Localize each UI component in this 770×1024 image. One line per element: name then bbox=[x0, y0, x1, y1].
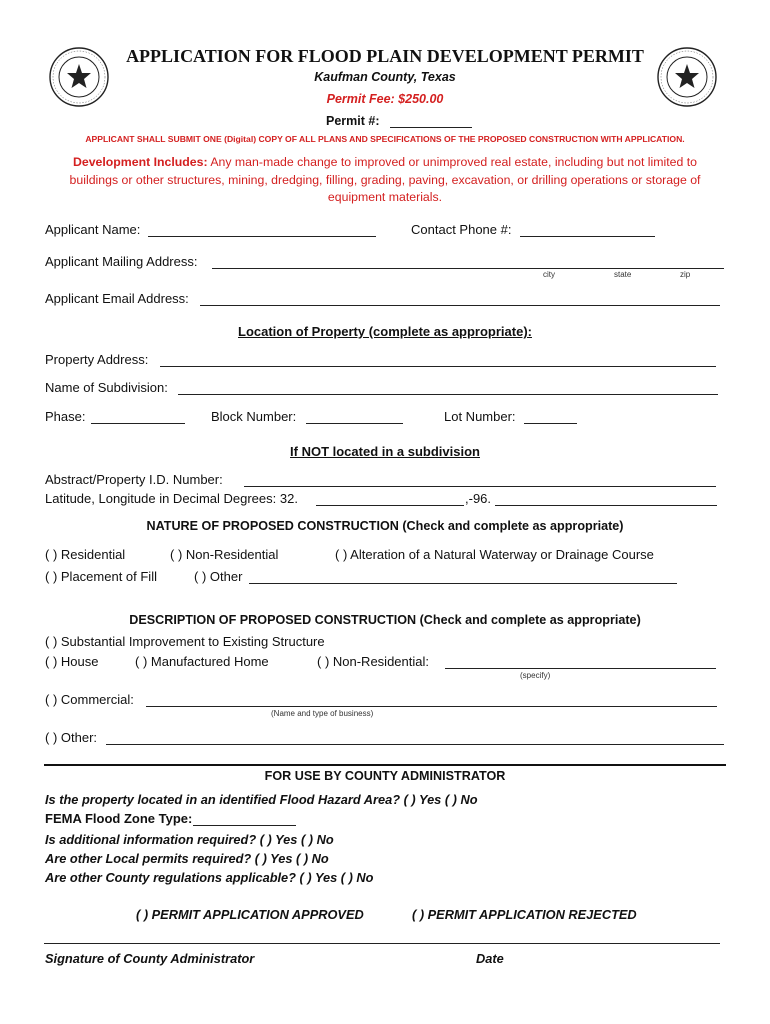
permit-number-field[interactable] bbox=[390, 127, 472, 128]
fill-option[interactable]: ( ) Placement of Fill bbox=[45, 569, 157, 584]
email-field[interactable] bbox=[200, 305, 720, 306]
lot-number-label: Lot Number: bbox=[444, 409, 516, 424]
approved-option[interactable]: ( ) PERMIT APPLICATION APPROVED bbox=[136, 907, 364, 922]
nonresidential-option[interactable]: ( ) Non-Residential bbox=[170, 547, 279, 562]
contact-phone-label: Contact Phone #: bbox=[411, 222, 512, 237]
flood-hazard-question[interactable]: Is the property located in an identified Flood Hazard Area? ( ) Yes ( ) No bbox=[45, 792, 478, 807]
page-title: APPLICATION FOR FLOOD PLAIN DEVELOPMENT PERMIT bbox=[126, 46, 644, 66]
mailing-address-label: Applicant Mailing Address: bbox=[45, 254, 198, 269]
nonres-option[interactable]: ( ) Non-Residential: bbox=[317, 654, 429, 669]
rejected-option[interactable]: ( ) PERMIT APPLICATION REJECTED bbox=[412, 907, 637, 922]
county-name: Kaufman County, Texas bbox=[314, 70, 456, 84]
contact-phone-field[interactable] bbox=[520, 236, 655, 237]
zip-caption: zip bbox=[680, 270, 691, 279]
nonres-specify-field[interactable] bbox=[445, 668, 716, 669]
latlong-label: Latitude, Longitude in Decimal Degrees: 32. bbox=[45, 491, 298, 506]
abstract-field[interactable] bbox=[244, 486, 716, 487]
manufactured-option[interactable]: ( ) Manufactured Home bbox=[135, 654, 269, 669]
property-address-field[interactable] bbox=[160, 366, 716, 367]
county-regulations-question[interactable]: Are other County regulations applicable? ( ) Yes ( ) No bbox=[45, 870, 374, 885]
development-line-3: equipment materials. bbox=[327, 190, 443, 204]
other-nature-field[interactable] bbox=[249, 583, 677, 584]
fema-zone-label: FEMA Flood Zone Type: bbox=[45, 811, 193, 826]
subdivision-field[interactable] bbox=[178, 394, 718, 395]
local-permits-question[interactable]: Are other Local permits required? ( ) Yes ( ) No bbox=[45, 851, 329, 866]
commercial-field[interactable] bbox=[146, 706, 717, 707]
residential-option[interactable]: ( ) Residential bbox=[45, 547, 126, 562]
mailing-address-field[interactable] bbox=[212, 268, 724, 269]
development-line-1: Development Includes: Any man-made change to improved or unimproved real estate, including but not limited to bbox=[72, 155, 698, 169]
email-label: Applicant Email Address: bbox=[45, 291, 189, 306]
permit-fee: Permit Fee: $250.00 bbox=[326, 92, 444, 106]
lot-number-field[interactable] bbox=[524, 423, 577, 424]
signature-label: Signature of County Administrator bbox=[45, 951, 255, 966]
development-line-2: buildings or other structures, mining, dredging, filling, grading, paving, excavation, or drilling operations or storage of bbox=[69, 173, 701, 187]
not-subdivision-heading: If NOT located in a subdivision bbox=[290, 444, 480, 459]
longitude-prefix: ,-96. bbox=[465, 491, 492, 506]
city-caption: city bbox=[543, 270, 555, 279]
longitude-field[interactable] bbox=[495, 505, 717, 506]
latitude-field[interactable] bbox=[316, 505, 464, 506]
house-option[interactable]: ( ) House bbox=[45, 654, 99, 669]
block-number-label: Block Number: bbox=[211, 409, 297, 424]
other-description-option[interactable]: ( ) Other: bbox=[45, 730, 98, 745]
admin-divider bbox=[44, 764, 726, 766]
alteration-option[interactable]: ( ) Alteration of a Natural Waterway or Drainage Course bbox=[335, 547, 654, 562]
abstract-label: Abstract/Property I.D. Number: bbox=[45, 472, 223, 487]
business-caption: (Name and type of business) bbox=[271, 709, 374, 718]
admin-heading: FOR USE BY COUNTY ADMINISTRATOR bbox=[264, 769, 506, 783]
fema-zone-field[interactable] bbox=[193, 825, 296, 826]
specify-caption: (specify) bbox=[520, 671, 551, 680]
applicant-name-label: Applicant Name: bbox=[45, 222, 141, 237]
state-caption: state bbox=[614, 270, 632, 279]
substantial-option[interactable]: ( ) Substantial Improvement to Existing Structure bbox=[45, 634, 325, 649]
location-heading: Location of Property (complete as appropriate): bbox=[238, 324, 532, 339]
phase-label: Phase: bbox=[45, 409, 86, 424]
commercial-option[interactable]: ( ) Commercial: bbox=[45, 692, 134, 707]
additional-info-question[interactable]: Is additional information required? ( ) Yes ( ) No bbox=[45, 832, 334, 847]
other-option[interactable]: ( ) Other bbox=[194, 569, 243, 584]
subdivision-label: Name of Subdivision: bbox=[45, 380, 168, 395]
signature-field[interactable] bbox=[44, 943, 720, 944]
date-label: Date bbox=[476, 951, 504, 966]
permit-number-label: Permit #: bbox=[326, 114, 380, 128]
other-description-field[interactable] bbox=[106, 744, 724, 745]
applicant-name-field[interactable] bbox=[148, 236, 376, 237]
block-number-field[interactable] bbox=[306, 423, 403, 424]
phase-field[interactable] bbox=[91, 423, 185, 424]
nature-heading: NATURE OF PROPOSED CONSTRUCTION (Check and complete as appropriate) bbox=[146, 519, 624, 533]
description-heading: DESCRIPTION OF PROPOSED CONSTRUCTION (Check and complete as appropriate) bbox=[129, 613, 641, 627]
submission-notice: APPLICANT SHALL SUBMIT ONE (Digital) COPY OF ALL PLANS AND SPECIFICATIONS OF THE PROPOSED CONSTRUCTION WITH APPLICATION. bbox=[85, 134, 685, 144]
property-address-label: Property Address: bbox=[45, 352, 149, 367]
